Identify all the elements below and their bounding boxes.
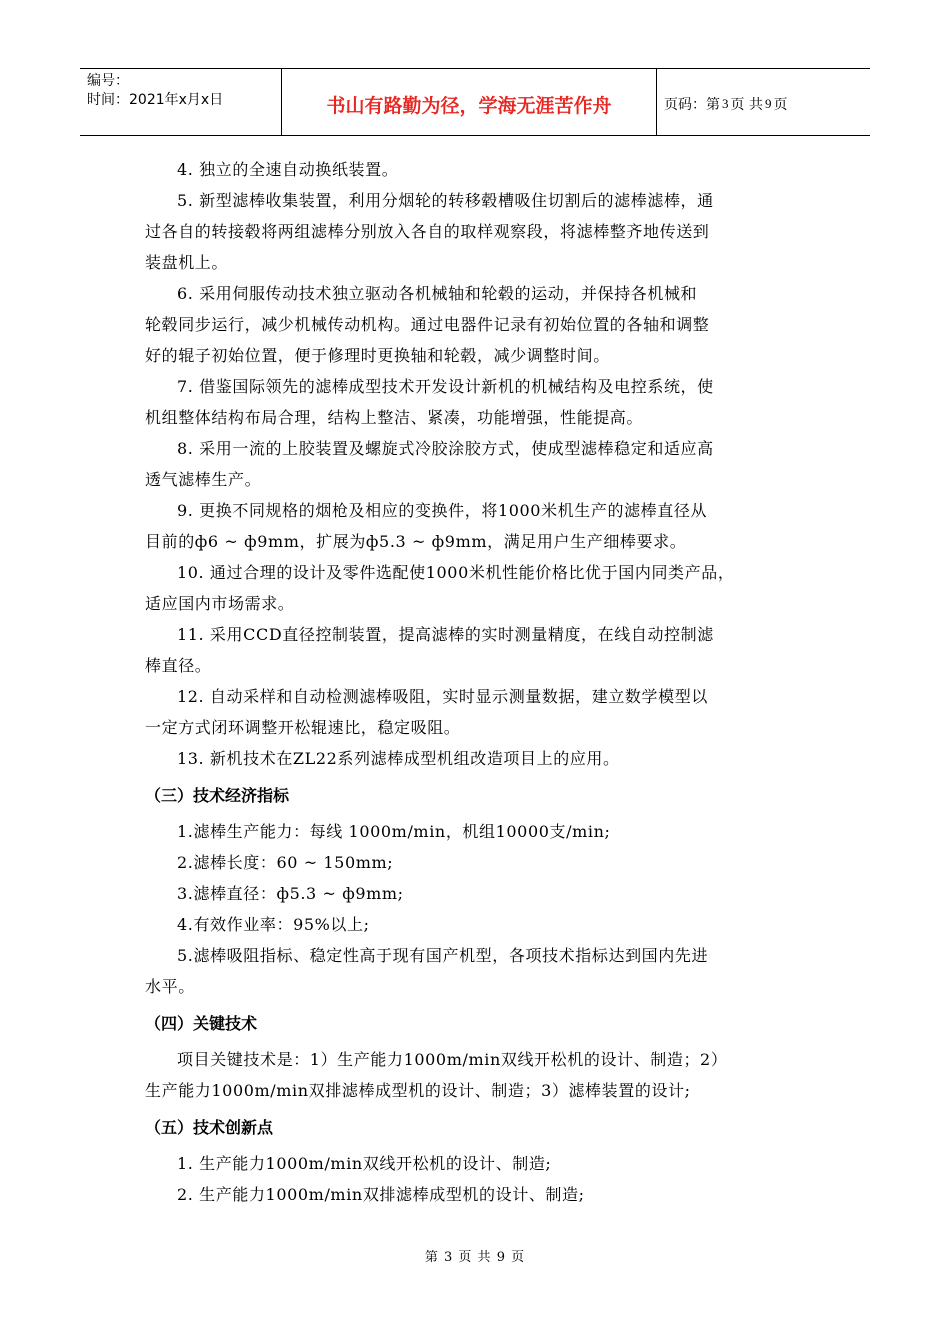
- section-title-economic-indicators: （三）技术经济指标: [145, 786, 290, 805]
- indicator-item: 4.有效作业率：95%以上;: [177, 915, 370, 934]
- feature-item-cont: 好的辊子初始位置，便于修理时更换轴和轮毂，减少调整时间。: [145, 346, 610, 365]
- feature-item: 13. 新机技术在ZL22系列滤棒成型机组改造项目上的应用。: [177, 749, 620, 768]
- feature-list: [145, 154, 815, 774]
- feature-item: 8. 采用一流的上胶装置及螺旋式冷胶涂胶方式，使成型滤棒稳定和适应高: [177, 439, 714, 458]
- feature-item: 4. 独立的全速自动换纸装置。: [177, 160, 399, 179]
- feature-item: 10. 通过合理的设计及零件选配使1000米机性能价格比优于国内同类产品，: [177, 563, 735, 582]
- feature-item: 7. 借鉴国际领先的滤棒成型技术开发设计新机的机械结构及电控系统，使: [177, 377, 714, 396]
- section-title-key-tech: （四）关键技术: [145, 1014, 258, 1033]
- feature-item: 5. 新型滤棒收集装置，利用分烟轮的转移毂槽吸住切割后的滤棒滤棒，通: [177, 191, 714, 210]
- feature-item-cont: 一定方式闭环调整开松辊速比，稳定吸阻。: [145, 718, 461, 737]
- feature-item-cont: 棒直径。: [145, 656, 212, 675]
- page-label-prefix: 页码：第: [664, 97, 720, 113]
- number-label: 编号：: [87, 73, 129, 89]
- header-motto: 书山有路勤为径，学海无涯苦作舟: [282, 69, 657, 135]
- key-tech-text-cont: 生产能力1000m/min双排滤棒成型机的设计、制造；3）滤棒装置的设计;: [145, 1081, 691, 1100]
- feature-item-cont: 机组整体结构布局合理，结构上整洁、紧凑，功能增强，性能提高。: [145, 408, 644, 427]
- page-total: 9: [764, 96, 772, 111]
- page-total-label: 共: [748, 97, 763, 113]
- feature-item-cont: 适应国内市场需求。: [145, 594, 295, 613]
- innovation-item: 1. 生产能力1000m/min双线开松机的设计、制造;: [177, 1154, 552, 1173]
- indicator-item: 1.滤棒生产能力：每线 1000m/min，机组10000支/min;: [177, 822, 611, 841]
- indicator-item: 3.滤棒直径：ф5.3 ~ ф9mm;: [177, 884, 404, 903]
- header-page-info: [657, 69, 870, 135]
- feature-item-cont: 轮毂同步运行，减少机械传动机构。通过电器件记录有初始位置的各轴和调整: [145, 315, 710, 334]
- feature-item-cont: 透气滤棒生产。: [145, 470, 262, 489]
- page-total-unit: 页: [773, 97, 788, 113]
- document-body: [145, 154, 815, 1210]
- feature-item: 9. 更换不同规格的烟枪及相应的变换件，将1000米机生产的滤棒直径从: [177, 501, 708, 520]
- feature-item-cont: 过各自的转接毂将两组滤棒分别放入各自的取样观察段，将滤棒整齐地传送到: [145, 222, 710, 241]
- page-label-unit: 页: [730, 97, 745, 113]
- indicator-item: 5.滤棒吸阻指标、稳定性高于现有国产机型，各项技术指标达到国内先进: [177, 946, 709, 965]
- feature-item: 11. 采用CCD直径控制装置，提高滤棒的实时测量精度，在线自动控制滤: [177, 625, 714, 644]
- indicator-item-cont: 水平。: [145, 977, 195, 996]
- section-title-innovation: （五）技术创新点: [145, 1118, 274, 1137]
- indicator-item: 2.滤棒长度：60 ~ 150mm;: [177, 853, 394, 872]
- feature-item: 12. 自动采样和自动检测滤棒吸阻，实时显示测量数据，建立数学模型以: [177, 687, 708, 706]
- feature-item: 6. 采用伺服传动技术独立驱动各机械轴和轮毂的运动，并保持各机械和: [177, 284, 698, 303]
- feature-item-cont: 装盘机上。: [145, 253, 229, 272]
- date-label: 时间：2021年x月x日: [87, 92, 224, 108]
- feature-item-cont: 目前的ф6 ~ ф9mm，扩展为ф5.3 ~ ф9mm，满足用户生产细棒要求。: [145, 532, 687, 551]
- page-footer: 第 3 页 共 9 页: [424, 1250, 526, 1265]
- innovation-item: 2. 生产能力1000m/min双排滤棒成型机的设计、制造;: [177, 1185, 585, 1204]
- page-header: [80, 68, 870, 136]
- header-meta: [80, 69, 282, 135]
- key-tech-text: 项目关键技术是：1）生产能力1000m/min双线开松机的设计、制造；2）: [177, 1050, 728, 1069]
- page-number: 3: [722, 96, 729, 111]
